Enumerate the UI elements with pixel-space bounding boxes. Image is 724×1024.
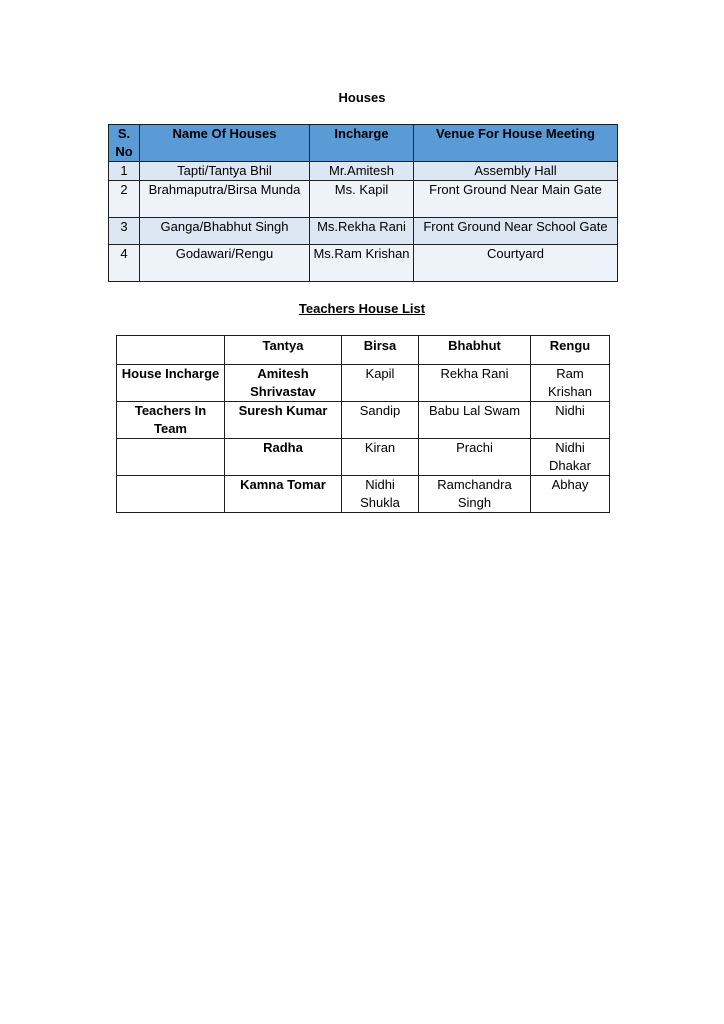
table-row <box>117 402 610 439</box>
cell-tantya: Amitesh Shrivastav <box>225 365 342 402</box>
teachers-house-list-title <box>0 301 724 316</box>
cell-rengu: Abhay <box>531 476 610 513</box>
header-empty <box>117 336 225 365</box>
header-incharge: Incharge <box>310 125 414 162</box>
teachers-title-text: Teachers House List <box>298 301 426 316</box>
teachers-house-list-table <box>116 335 610 513</box>
table-row <box>109 162 618 181</box>
cell-incharge: Ms. Kapil <box>310 181 414 218</box>
row-label <box>117 476 225 513</box>
cell-birsa: Kapil <box>342 365 419 402</box>
header-bhabhut: Bhabhut <box>419 336 531 365</box>
table-row <box>117 476 610 513</box>
cell-venue: Front Ground Near School Gate <box>414 218 618 245</box>
cell-tantya: Kamna Tomar <box>225 476 342 513</box>
teachers-header-row <box>117 336 610 365</box>
table-row <box>109 181 618 218</box>
cell-sno: 3 <box>109 218 140 245</box>
cell-house-name: Ganga/Bhabhut Singh <box>140 218 310 245</box>
cell-tantya: Radha <box>225 439 342 476</box>
cell-rengu: Nidhi <box>531 402 610 439</box>
houses-header-row <box>109 125 618 162</box>
table-row <box>109 218 618 245</box>
cell-house-name: Godawari/Rengu <box>140 245 310 282</box>
cell-bhabhut: Babu Lal Swam <box>419 402 531 439</box>
houses-title: Houses <box>338 90 386 105</box>
cell-venue: Courtyard <box>414 245 618 282</box>
cell-sno: 1 <box>109 162 140 181</box>
header-house-name: Name Of Houses <box>140 125 310 162</box>
row-label <box>117 439 225 476</box>
cell-venue: Front Ground Near Main Gate <box>414 181 618 218</box>
header-tantya: Tantya <box>225 336 342 365</box>
cell-sno: 4 <box>109 245 140 282</box>
table-row <box>109 245 618 282</box>
table-row <box>117 365 610 402</box>
cell-incharge: Ms.Ram Krishan <box>310 245 414 282</box>
cell-venue: Assembly Hall <box>414 162 618 181</box>
houses-table <box>108 124 618 282</box>
header-sno: S. No <box>109 125 140 162</box>
cell-incharge: Ms.Rekha Rani <box>310 218 414 245</box>
cell-birsa: Nidhi Shukla <box>342 476 419 513</box>
row-label: Teachers In Team <box>117 402 225 439</box>
cell-bhabhut: Ramchandra Singh <box>419 476 531 513</box>
header-rengu: Rengu <box>531 336 610 365</box>
cell-sno: 2 <box>109 181 140 218</box>
cell-bhabhut: Rekha Rani <box>419 365 531 402</box>
cell-incharge: Mr.Amitesh <box>310 162 414 181</box>
cell-rengu: Ram Krishan <box>531 365 610 402</box>
cell-birsa: Sandip <box>342 402 419 439</box>
cell-house-name: Tapti/Tantya Bhil <box>140 162 310 181</box>
cell-rengu: Nidhi Dhakar <box>531 439 610 476</box>
cell-bhabhut: Prachi <box>419 439 531 476</box>
cell-tantya: Suresh Kumar <box>225 402 342 439</box>
table-row <box>117 439 610 476</box>
cell-birsa: Kiran <box>342 439 419 476</box>
header-birsa: Birsa <box>342 336 419 365</box>
header-venue: Venue For House Meeting <box>414 125 618 162</box>
row-label: House Incharge <box>117 365 225 402</box>
cell-house-name: Brahmaputra/Birsa Munda <box>140 181 310 218</box>
